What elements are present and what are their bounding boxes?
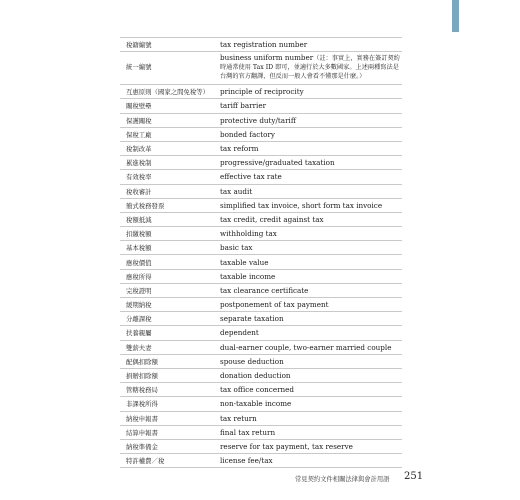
term-english [220,52,402,81]
table-row [120,185,402,199]
table-row [120,326,402,340]
page-edge-tab [452,0,459,32]
term-chinese: 簡式稅務發票 [126,201,165,210]
footer-title: 常見契約文件相關法律與會計用語 [295,476,390,483]
term-chinese: 保護關稅 [126,116,152,125]
term-chinese: 應稅所得 [126,272,152,281]
term-english: tax office concerned [220,385,294,395]
term-chinese: 分離課稅 [126,315,152,324]
term-chinese: 稅額抵減 [126,215,152,224]
table-row [120,142,402,156]
table-row [120,440,402,454]
table-row [120,99,402,113]
table-row [120,312,402,326]
table-row [120,199,402,213]
page-footer [0,471,520,485]
table-row [120,241,402,255]
table-row [120,227,402,241]
term-english: protective duty/tariff [220,115,296,125]
term-english: separate taxation [220,314,284,324]
term-english: tax return [220,413,257,423]
term-chinese: 納稅準備金 [126,442,158,451]
term-chinese: 有效稅率 [126,173,152,182]
term-english: effective tax rate [220,172,282,182]
term-chinese: 稅收審計 [126,187,152,196]
table-row [120,38,402,52]
term-chinese: 納稅申報書 [126,414,158,423]
term-note: （註：事實上，實務在簽訂契約時通常使用 Tax ID 即可，並適行於大多數國家。上述兩種寫法是台灣的官方翻譯，但反而一般人會看不懂那是什麼。） [220,55,400,80]
term-chinese: 特許權費／稅 [126,457,165,466]
term-english: basic tax [220,243,253,253]
term-english: tax registration number [220,40,308,50]
table-row [120,114,402,128]
term-english: tax credit, credit against tax [220,214,324,224]
term-english: tax clearance certificate [220,285,309,295]
term-chinese: 扣繳稅額 [126,230,152,239]
term-chinese: 管轄稅務局 [126,386,158,395]
table-row [120,284,402,298]
term-chinese: 統一編號 [126,63,152,72]
table-row [120,298,402,312]
table-row [120,341,402,355]
table-row [120,128,402,142]
term-english: donation deduction [220,371,291,381]
term-english: non-taxable income [220,399,292,409]
term-english: progressive/graduated taxation [220,158,335,168]
table-row [120,270,402,284]
term-chinese: 互惠原則（國家之間免稅等） [126,88,210,97]
term-chinese: 稅制改革 [126,145,152,154]
term-chinese: 配偶扣除額 [126,357,158,366]
term-chinese: 非課稅所得 [126,400,158,409]
term-english: spouse deduction [220,356,284,366]
term-english: final tax return [220,427,276,437]
term-english-main: business uniform number [220,53,314,63]
glossary-table [120,37,402,468]
term-english: dependent [220,328,259,338]
term-english: taxable value [220,257,269,267]
table-row [120,170,402,184]
page-number: 251 [404,471,424,482]
table-row [120,397,402,411]
term-chinese: 雙薪夫妻 [126,343,152,352]
term-chinese: 累進稅制 [126,159,152,168]
term-english: withholding tax [220,229,277,239]
table-row [120,156,402,170]
term-english: license fee/tax [220,456,273,466]
term-english: tariff barrier [220,101,267,111]
term-chinese: 應稅價值 [126,258,152,267]
term-english: postponement of tax payment [220,300,329,310]
term-english: dual-earner couple, two-earner married couple [220,342,392,352]
table-row [120,412,402,426]
term-english: bonded factory [220,129,275,139]
term-english: reserve for tax payment, tax reserve [220,441,353,451]
table-row [120,255,402,269]
term-chinese: 關稅壁壘 [126,102,152,111]
term-chinese: 保稅工廠 [126,130,152,139]
term-chinese: 完稅證明 [126,286,152,295]
table-row [120,52,402,85]
term-chinese: 稅籍編號 [126,41,152,50]
term-english: tax reform [220,144,259,154]
table-row [120,369,402,383]
term-chinese: 基本稅額 [126,244,152,253]
term-chinese: 捐贈扣除額 [126,372,158,381]
term-chinese: 結算申報書 [126,428,158,437]
table-row [120,85,402,99]
table-row [120,426,402,440]
table-row [120,383,402,397]
term-chinese: 扶養親屬 [126,329,152,338]
term-chinese: 緩期納稅 [126,301,152,310]
term-english: taxable income [220,271,276,281]
table-row [120,213,402,227]
term-english: simplified tax invoice, short form tax invoice [220,200,383,210]
table-row [120,355,402,369]
table-row [120,454,402,468]
term-english: tax audit [220,186,253,196]
term-english: principle of reciprocity [220,87,304,97]
